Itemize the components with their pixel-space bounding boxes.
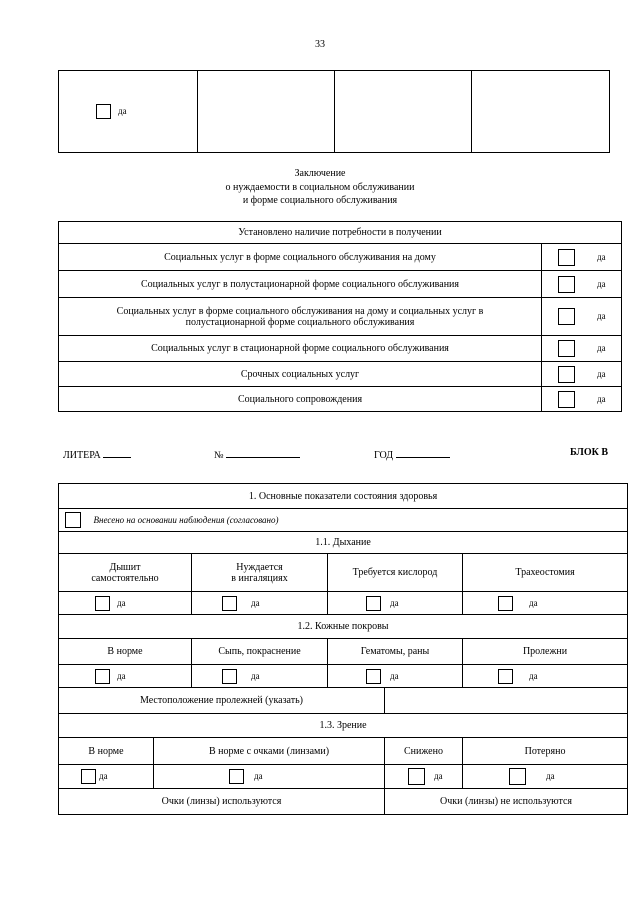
yes-label: да [434, 771, 443, 781]
litera-field [63, 447, 131, 462]
vision-title: 1.3. Зрение [59, 714, 628, 738]
service-label: Социальных услуг в стационарной форме социального обслуживания [59, 336, 542, 362]
conclusion-table [58, 221, 622, 412]
checkbox[interactable] [509, 768, 526, 785]
col-label: Нуждается [236, 561, 283, 573]
year-input[interactable] [396, 447, 450, 458]
top-row-cell [59, 71, 198, 153]
health-table [58, 483, 628, 815]
checkbox[interactable] [222, 596, 237, 611]
conclusion-title: Заключение [294, 168, 346, 179]
checkbox[interactable] [558, 308, 575, 325]
observation-checkbox[interactable] [65, 512, 81, 528]
col-label: в ингаляциях [231, 572, 288, 584]
checkbox[interactable] [96, 104, 111, 119]
checkbox[interactable] [558, 366, 575, 383]
skin-title: 1.2. Кожные покровы [59, 615, 628, 639]
yes-label: да [390, 597, 399, 608]
service-label: Срочных социальных услуг [59, 362, 542, 387]
service-label: Социальных услуг в форме социального обслуживания на дому [59, 244, 542, 271]
service-label-line1: Социальных услуг в форме социального обслуживания на дому и социальных услуг в [116, 305, 484, 317]
checkbox[interactable] [95, 669, 110, 684]
checkbox[interactable] [95, 596, 110, 611]
number-input[interactable] [226, 447, 300, 458]
breathing-col-self [59, 554, 192, 592]
yes-label: да [251, 597, 260, 608]
year-field [374, 447, 450, 462]
yes-label: да [597, 311, 606, 321]
yes-label: да [597, 343, 606, 353]
checkbox[interactable] [408, 768, 425, 785]
yes-label: да [597, 278, 606, 289]
breathing-col-oxygen: Требуется кислород [328, 554, 463, 592]
checkbox[interactable] [558, 249, 575, 266]
bedsore-location-label: Местоположение пролежней (указать) [59, 688, 385, 714]
number-field [214, 447, 300, 462]
checkbox[interactable] [498, 669, 513, 684]
col-label: самостоятельно [91, 572, 159, 584]
skin-col-bedsores: Пролежни [463, 639, 628, 665]
yes-label: да [529, 597, 538, 608]
page-number: 33 [315, 39, 325, 50]
checkbox[interactable] [498, 596, 513, 611]
empty-cell [198, 71, 335, 153]
yes-label: да [546, 771, 555, 781]
yes-label: да [597, 393, 606, 404]
litera-label: ЛИТЕРА [63, 450, 101, 461]
empty-cell [335, 71, 472, 153]
year-label: ГОД [374, 450, 394, 461]
conclusion-subtitle-2: и форме социального обслуживания [242, 195, 398, 206]
checkbox[interactable] [558, 340, 575, 357]
yes-label: да [390, 670, 399, 681]
conclusion-header: Установлено наличие потребности в получении [59, 222, 622, 244]
yes-label: да [99, 771, 108, 781]
skin-col-normal: В норме [59, 639, 192, 665]
vision-col-normal: В норме [59, 738, 154, 765]
vision-col-reduced: Снижено [385, 738, 463, 765]
skin-col-hematoma: Гематомы, раны [328, 639, 463, 665]
glasses-not-used-label: Очки (линзы) не используются [385, 789, 628, 815]
health-header: 1. Основные показатели состояния здоровья [59, 484, 628, 509]
service-label-line2: полустационарной форме социального обслуживания [185, 316, 415, 328]
col-label: Дышит [109, 561, 141, 573]
checkbox[interactable] [229, 769, 244, 784]
skin-col-rash: Сыпь, покраснение [192, 639, 328, 665]
conclusion-subtitle-1: о нуждаемости в социальном обслуживании [225, 182, 415, 193]
glasses-used-label: Очки (линзы) используются [59, 789, 385, 815]
block-label: БЛОК В [570, 447, 609, 458]
checkbox[interactable] [81, 769, 96, 784]
yes-label: да [118, 106, 127, 116]
empty-cell [472, 71, 610, 153]
checkbox[interactable] [222, 669, 237, 684]
top-continuation-table [58, 70, 610, 153]
service-label [59, 298, 542, 336]
observation-label: Внесено на основании наблюдения (согласовано) [93, 514, 279, 525]
checkbox[interactable] [366, 596, 381, 611]
checkbox[interactable] [558, 391, 575, 408]
yes-label: да [529, 670, 538, 681]
service-label: Социальных услуг в полустационарной форме социального обслуживания [59, 271, 542, 298]
breathing-col-tracheostomy: Трахеостомия [463, 554, 628, 592]
yes-label: да [117, 597, 126, 608]
yes-label: да [117, 670, 126, 681]
checkbox[interactable] [366, 669, 381, 684]
checkbox[interactable] [558, 276, 575, 293]
yes-label: да [597, 251, 606, 262]
vision-col-lost: Потеряно [463, 738, 628, 765]
breathing-title: 1.1. Дыхание [59, 532, 628, 554]
yes-label: да [597, 368, 606, 379]
number-label: № [214, 450, 224, 461]
vision-col-glasses: В норме с очками (линзами) [154, 738, 385, 765]
breathing-col-inhalation [192, 554, 328, 592]
bedsore-location-input[interactable] [385, 688, 628, 714]
service-label: Социального сопровождения [59, 387, 542, 412]
litera-input[interactable] [103, 447, 131, 458]
yes-label: да [254, 771, 263, 781]
yes-label: да [251, 670, 260, 681]
